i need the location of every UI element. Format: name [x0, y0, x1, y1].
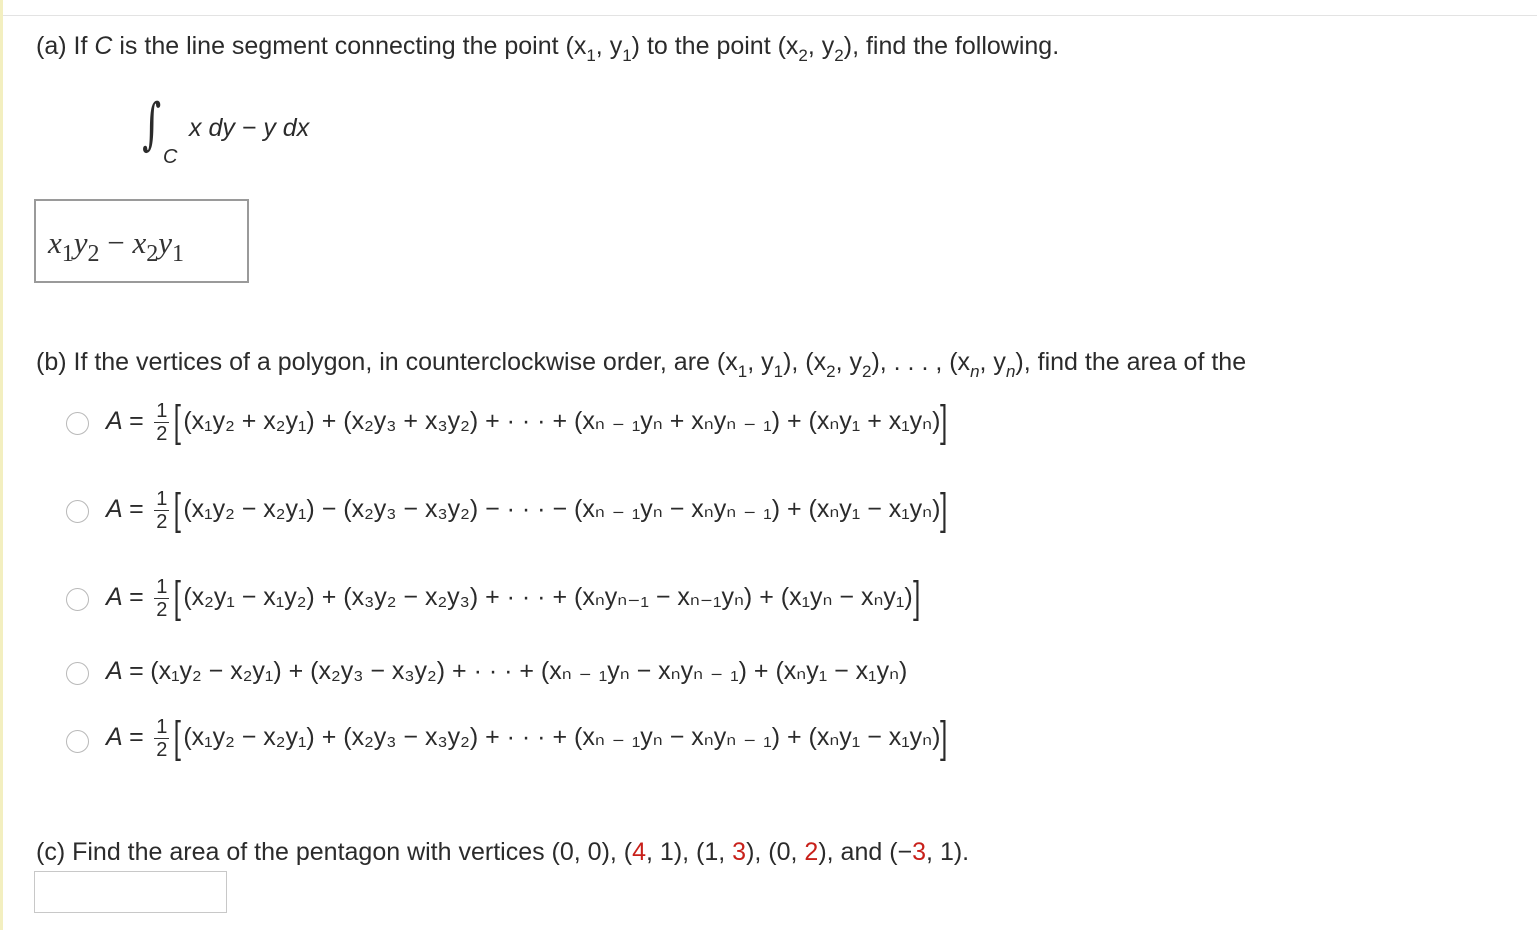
option-3-expression: A = $\frac{1}{2}$ [(x₂y₁ − x₁y₂) + (x₃y₂ − x₂y₃) + · · · + (xₙyₙ₋₁ − xₙ₋₁yₙ) + (x₁yₙ − xₙy₁)]: [106, 571, 921, 626]
one-half-fraction: $\frac{1}{2}$: [156, 488, 168, 533]
part-a-question: [36, 32, 1060, 65]
part-c-answer-input[interactable]: [34, 871, 227, 913]
option-4[interactable]: [66, 652, 1466, 712]
part-a-answer-field[interactable]: [34, 199, 249, 283]
sub-1b: 1: [622, 46, 632, 65]
option-3[interactable]: [66, 568, 1466, 628]
option-3-radio[interactable]: [66, 588, 89, 611]
sub-2b: 2: [834, 46, 844, 65]
left-bracket-icon: [: [173, 571, 183, 626]
option-5-expression: A = $\frac{1}{2}$ [(x₁y₂ − x₂y₁) + (x₂y₃ − x₃y₂) + · · · + (xₙ ₋ ₁yₙ − xₙyₙ ₋ ₁) + (xₙy₁ − x₁yₙ)]: [106, 711, 948, 766]
option-2-radio[interactable]: [66, 500, 89, 523]
option-5[interactable]: [66, 708, 1466, 768]
one-half-fraction: $\frac{1}{2}$: [156, 716, 168, 761]
part-c-question: (c) Find the area of the pentagon with vertices (0, 0), (4, 1), (1, 3), (0, 2), and (−3, 1).: [36, 838, 970, 866]
one-half-fraction: $\frac{1}{2}$: [156, 576, 168, 621]
integrand: x dy − y dx: [189, 114, 310, 142]
part-b-question: (b) If the vertices of a polygon, in counterclockwise order, are ($x_1$, $y_1$), ($x_2$, $y_2$), . . . , ($x_n$, $y_n$), find the area of the: [36, 348, 1247, 381]
option-2[interactable]: [66, 480, 1466, 540]
right-bracket-icon: ]: [938, 483, 948, 538]
option-5-radio[interactable]: [66, 730, 89, 753]
integral-sign-icon: ∫: [142, 92, 162, 157]
part-a-text-3: ) to the point (x: [631, 32, 799, 60]
left-accent-bar: [0, 0, 3, 930]
line-integral-expression: [127, 92, 357, 182]
option-2-expression: A = $\frac{1}{2}$ [(x₁y₂ − x₂y₁) − (x₂y₃ − x₃y₂) − · · · − (xₙ ₋ ₁yₙ − xₙyₙ ₋ ₁) + (xₙy₁ − x₁yₙ)]: [106, 483, 948, 538]
part-a-text-4: , y: [807, 32, 835, 60]
integral-subscript: C: [163, 146, 178, 168]
option-1[interactable]: [66, 392, 1466, 452]
one-half-fraction: $\frac{1}{2}$: [156, 400, 168, 445]
option-1-radio[interactable]: [66, 412, 89, 435]
option-4-radio[interactable]: [66, 662, 89, 685]
vertex-2-x: 4: [632, 838, 647, 866]
right-bracket-icon: ]: [938, 711, 948, 766]
left-bracket-icon: [: [173, 483, 183, 538]
sub-1: 1: [586, 46, 596, 65]
part-a-text-1: is the line segment connecting the point (x: [119, 32, 587, 60]
vertex-5-x: 3: [912, 838, 927, 866]
part-a-answer-value: $x_1y_2 - x_2y_1$: [48, 225, 185, 267]
left-bracket-icon: [: [173, 395, 183, 450]
part-a-text-end: ), find the following.: [843, 32, 1060, 60]
right-bracket-icon: ]: [911, 571, 921, 626]
option-1-expression: A = $\frac{1}{2}$ [(x₁y₂ + x₂y₁) + (x₂y₃ + x₃y₂) + · · · + (xₙ ₋ ₁yₙ + xₙyₙ ₋ ₁) + (xₙy₁ + x₁yₙ)]: [106, 395, 948, 450]
sub-2: 2: [798, 46, 808, 65]
left-bracket-icon: [: [173, 711, 183, 766]
part-a-text-2: , y: [595, 32, 623, 60]
option-4-expression: A = (x₁y₂ − x₂y₁) + (x₂y₃ − x₃y₂) + · · · + (xₙ ₋ ₁yₙ − xₙyₙ ₋ ₁) + (xₙy₁ − x₁yₙ): [106, 657, 908, 685]
vertex-4-y: 2: [804, 838, 819, 866]
top-divider: [0, 15, 1537, 16]
vertex-3-y: 3: [732, 838, 747, 866]
part-a-prefix: (a) If: [36, 32, 88, 60]
curve-label: C: [94, 32, 113, 60]
right-bracket-icon: ]: [938, 395, 948, 450]
